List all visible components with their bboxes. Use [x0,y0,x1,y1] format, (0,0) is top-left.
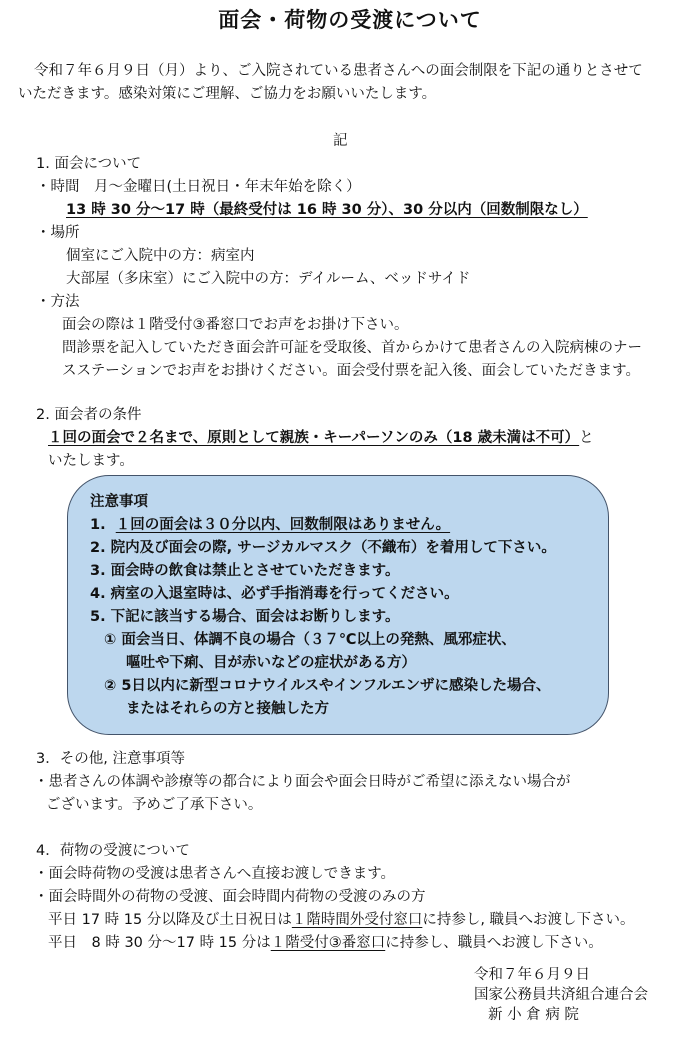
section1-method-2: 問診票を記入していただき面会許可証を受取後、首からかけて患者さんの入院病棟のナー [62,340,642,356]
notice-item-4: 4. 病室の入退室時は、必ず手指消毒を行ってください。 [90,586,459,602]
page-title: 面会・荷物の受渡について [218,8,482,32]
section1-method-label: ・方法 [36,294,80,310]
section2-condition-line-2: いたします。 [48,453,134,469]
intro-line-2: いただきます。感染対策にご理解、ご協力をお願いいたします。 [18,86,437,102]
section1-time-value: 13 時 30 分～17 時（最終受付は 16 時 30 分）、30 分以内（回数制限なし） [66,202,588,218]
notice-item-3: 3. 面会時の飲食は禁止とさせていただきます。 [90,563,400,579]
ki-marker: 記 [333,133,348,149]
notice-sub-1-line-2: 嘔吐や下痢、目が赤いなどの症状がある方） [126,655,416,671]
section4-line-3-post: に持参し, 職員へお渡し下さい。 [422,912,635,928]
notice-box [67,475,609,735]
section2-condition-line-1 [48,428,594,448]
footer-hospital-name: 新 小 倉 病 院 [488,1007,579,1023]
section4-line-4-pre: 平日 8 時 30 分～17 時 15 分は [48,935,271,951]
section3-line-2: ございます。予めご了承下さい。 [46,797,263,813]
section1-place-2: 大部屋（多床室）にご入院中の方：デイルーム、ベッドサイド [66,271,471,287]
section4-line-4 [48,933,603,953]
section4-line-1: ・面会時荷物の受渡は患者さんへ直接お渡しできます。 [34,866,396,882]
section3-heading: 3．その他, 注意事項等 [36,751,185,767]
notice-heading: 注意事項 [90,494,148,510]
section1-place-label: ・場所 [36,225,80,241]
notice-sub-2-line-2: またはそれらの方と接触した方 [126,701,329,717]
footer-organization: 国家公務員共済組合連合会 [474,987,648,1003]
section4-line-3-window: １階時間外受付窓口 [291,912,423,928]
notice-item-1-text: １回の面会は３０分以内、回数制限はありません。 [115,517,451,533]
section3-line-1: ・患者さんの体調や診療等の都合により面会や面会日時がご希望に添えない場合が [34,774,571,790]
section2-condition-tail: と [579,430,594,446]
section1-method-1: 面会の際は１階受付③番窓口でお声をお掛け下さい。 [62,317,409,333]
section4-line-4-window: １階受付③番窓口 [270,935,386,951]
section2-heading: 2. 面会者の条件 [36,407,142,423]
notice-sub-2-line-1: ② 5日以内に新型コロナウイルスやインフルエンザに感染した場合、 [104,678,551,694]
notice-item-1 [90,515,450,535]
section4-heading: 4．荷物の受渡について [36,843,190,859]
section4-line-4-post: に持参し、職員へお渡し下さい。 [385,935,603,951]
section2-condition-underlined: １回の面会で２名まで、原則として親族・キーパーソンのみ（18 歳未満は不可） [48,430,580,446]
section1-method-3: スステーションでお声をお掛けください。面会受付票を記入後、面会していただきます。 [62,363,640,379]
section4-line-2: ・面会時間外の荷物の受渡、面会時間内荷物の受渡のみの方 [34,889,426,905]
section4-line-3-pre: 平日 17 時 15 分以降及び土日祝日は [48,912,292,928]
intro-line-1: 令和７年６月９日（月）より、ご入院されている患者さんへの面会制限を下記の通りとさせて [34,63,643,79]
footer-date: 令和７年６月９日 [474,967,590,983]
section1-heading: 1. 面会について [36,156,142,172]
section1-place-1: 個室にご入院中の方：病室内 [66,248,255,264]
notice-item-1-number: 1. [90,517,106,533]
section1-time-label: ・時間 月～金曜日(土日祝日・年末年始を除く） [36,179,361,195]
section4-line-3 [48,910,635,930]
notice-item-5: 5. 下記に該当する場合、面会はお断りします。 [90,609,400,625]
notice-sub-1-line-1: ① 面会当日、体調不良の場合（３７℃以上の発熱、風邪症状、 [104,632,516,648]
notice-item-2: 2. 院内及び面会の際, サージカルマスク（不織布）を着用して下さい。 [90,540,556,556]
